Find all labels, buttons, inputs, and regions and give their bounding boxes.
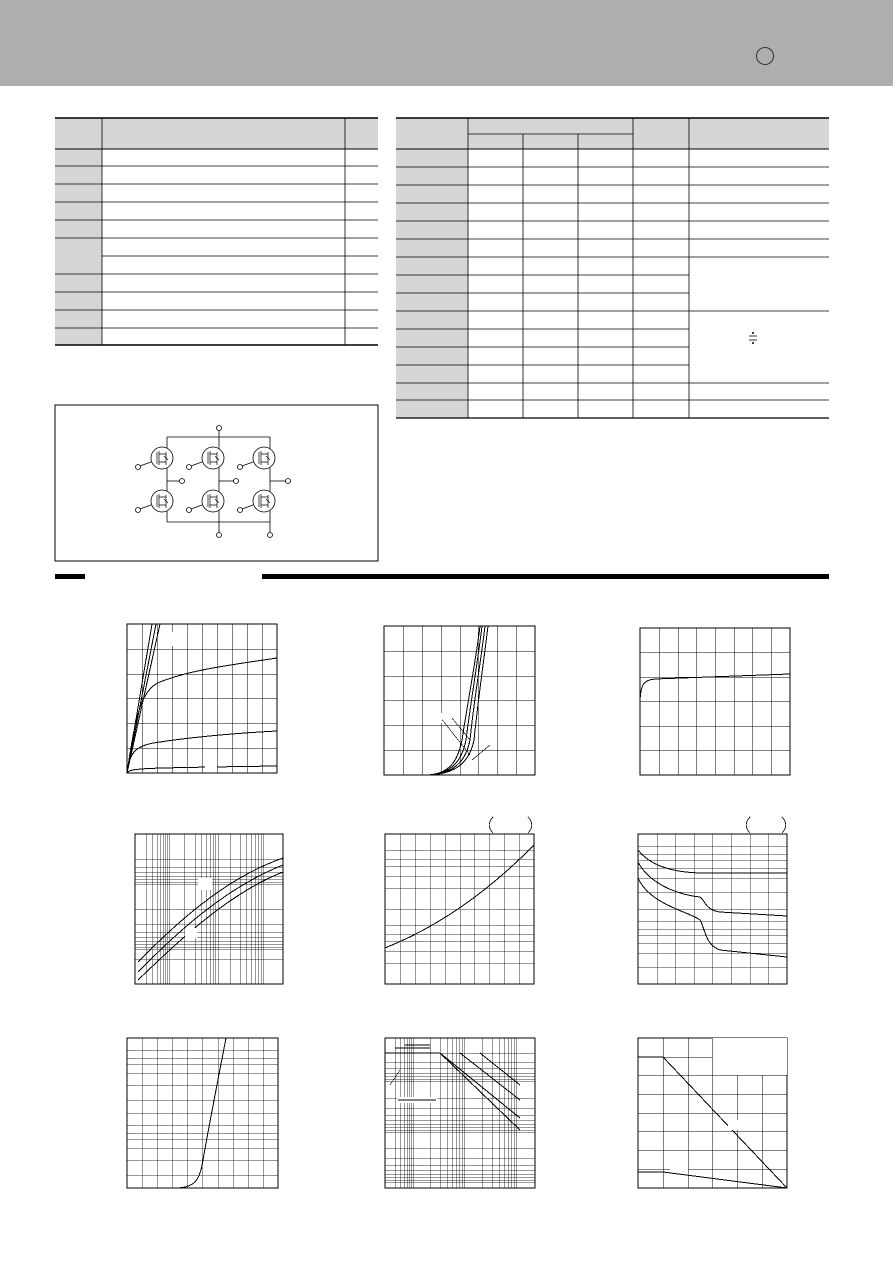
- graph-6: [638, 817, 787, 984]
- graph-2: [384, 626, 535, 775]
- graph-8: [385, 1038, 535, 1188]
- graph-4: [135, 834, 283, 984]
- graph-3: [640, 628, 790, 775]
- section-divider-right: [262, 574, 829, 579]
- right-table: [396, 118, 829, 418]
- circuit-diagram: [55, 405, 378, 561]
- graph-1: [127, 624, 277, 773]
- graph-7: [127, 1038, 278, 1188]
- graph-9: [638, 1038, 787, 1188]
- left-table: [55, 118, 378, 345]
- graph-5: [385, 817, 534, 984]
- section-divider-left: [55, 574, 85, 579]
